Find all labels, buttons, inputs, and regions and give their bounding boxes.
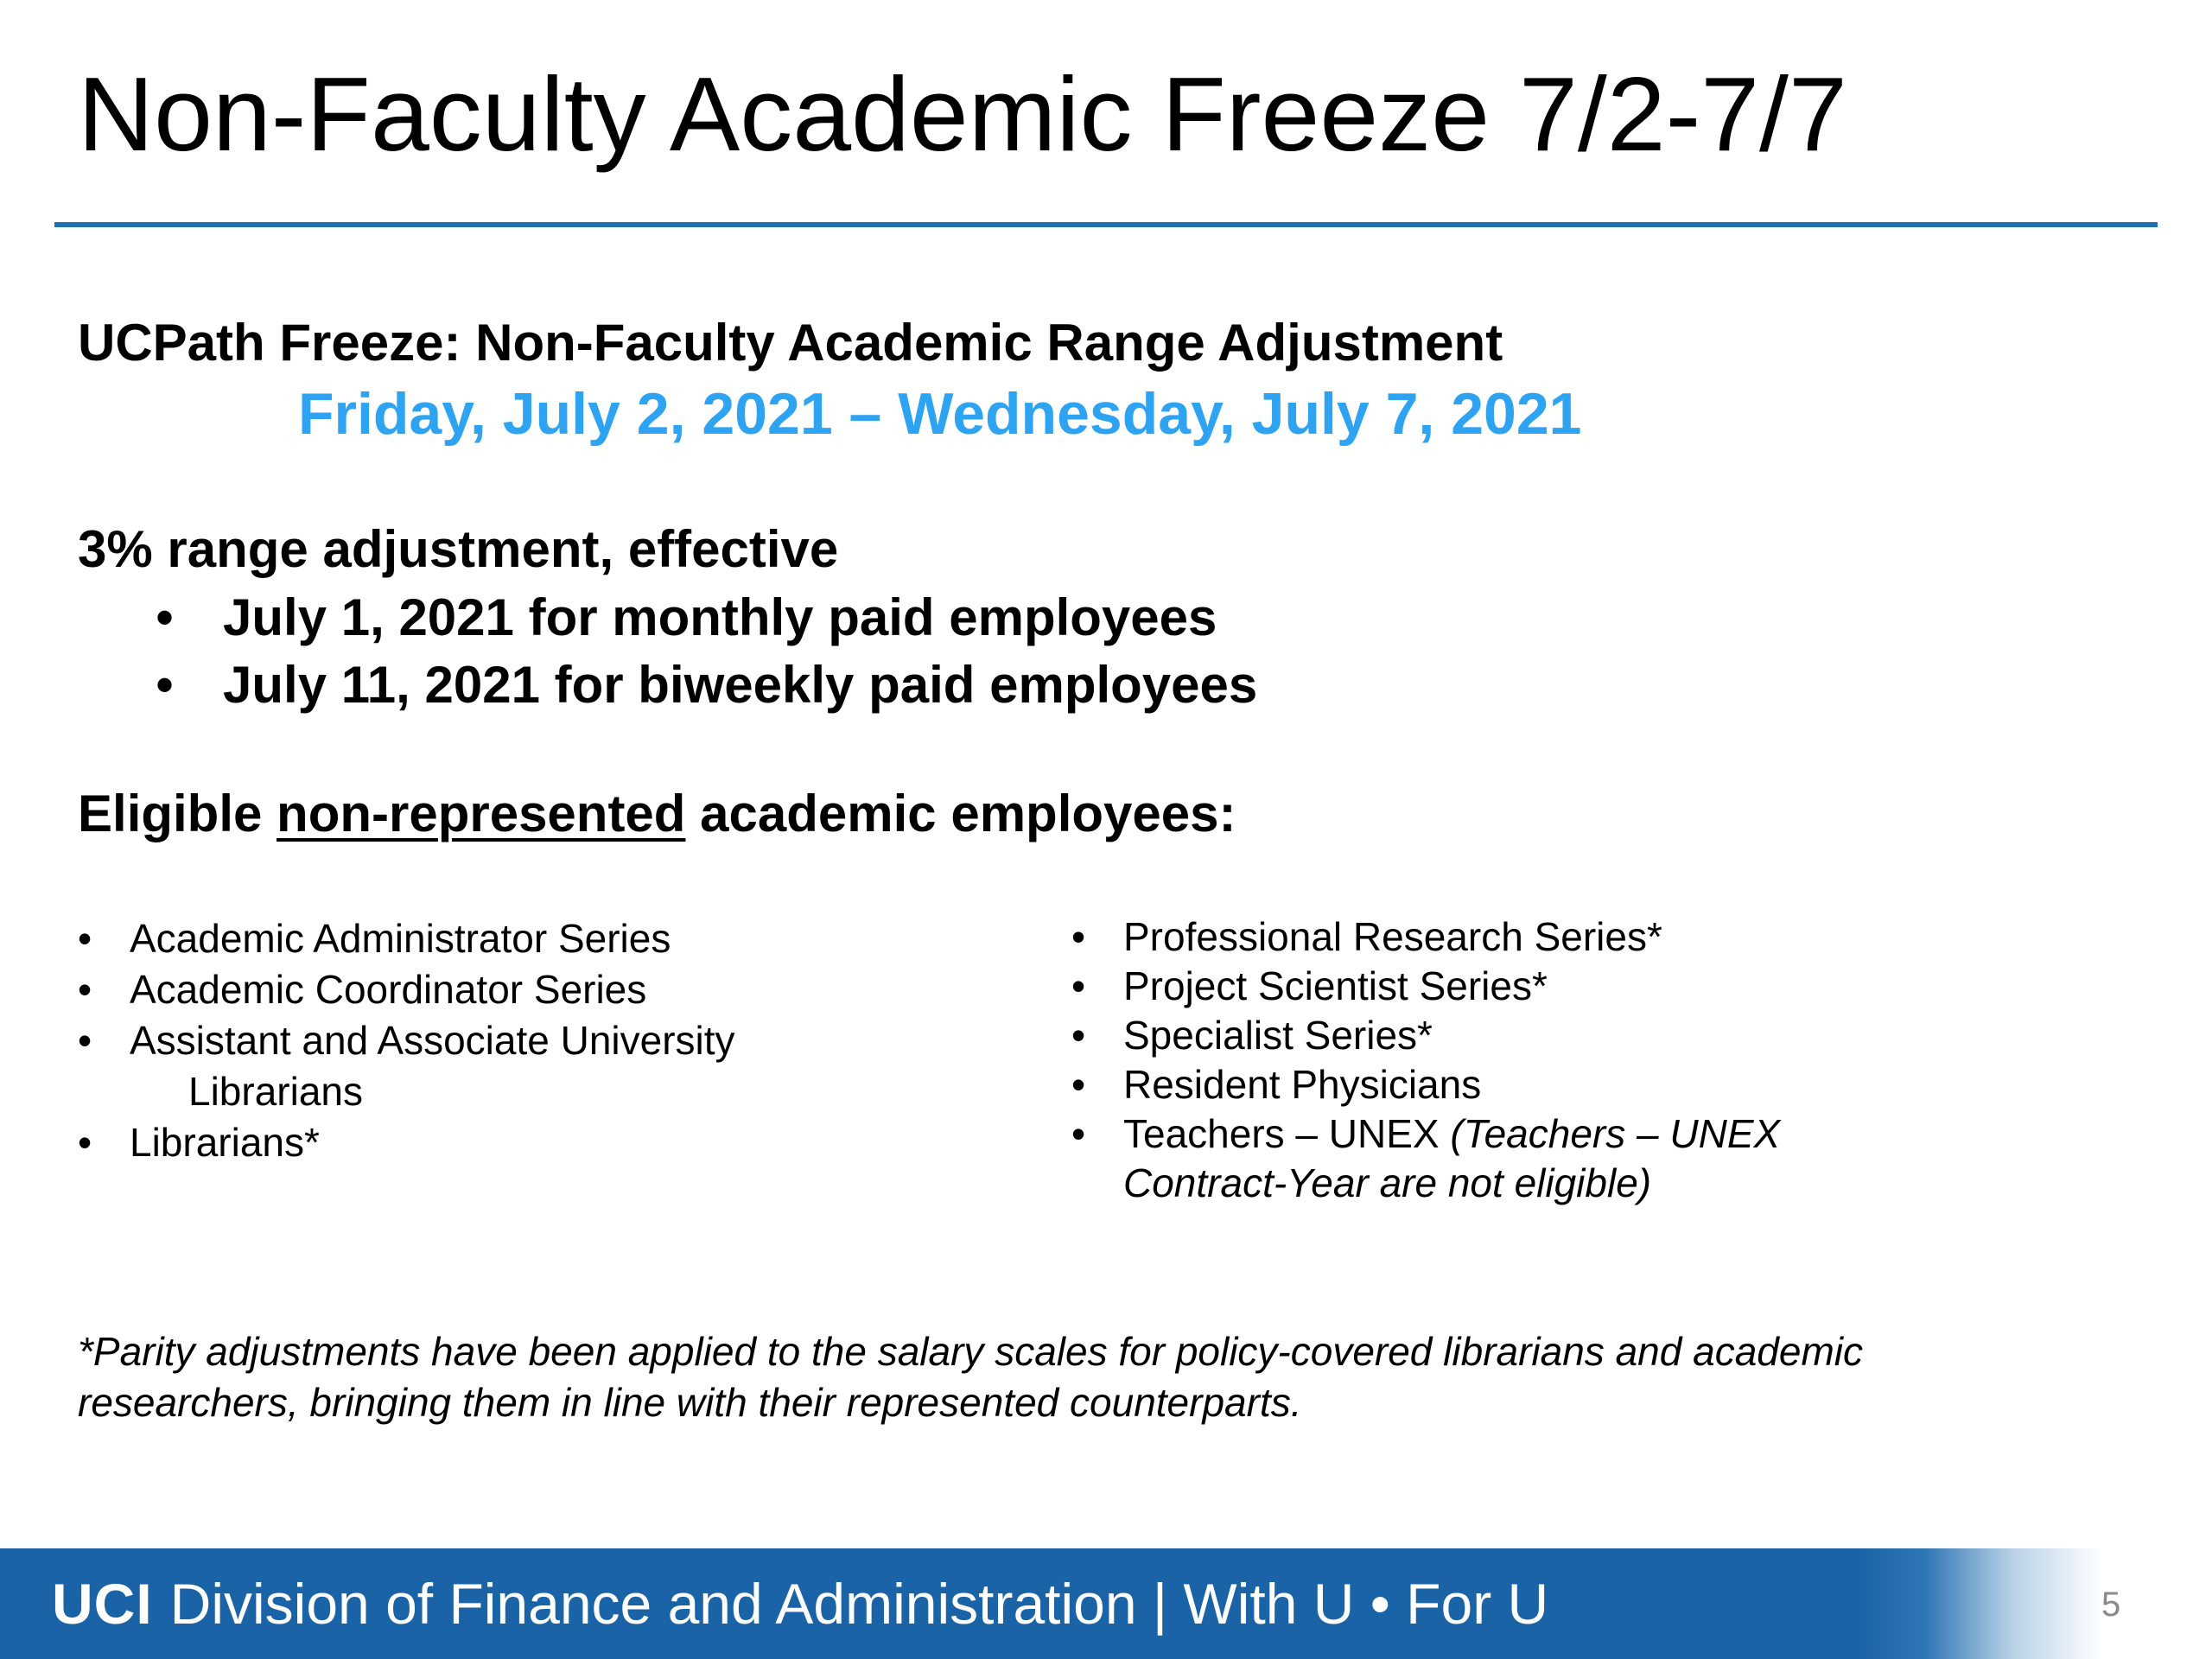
page-number: 5: [2101, 1586, 2121, 1624]
eligible-series-right-list: [1071, 912, 1780, 1208]
list-item: [78, 913, 735, 964]
series-professional-research: Professional Research Series*: [1123, 914, 1662, 959]
bullet-icon: •: [1071, 963, 1086, 1008]
bullet-icon: •: [1071, 1062, 1086, 1107]
eligible-heading-underlined: non-represented: [276, 785, 686, 842]
bullet-icon: •: [1071, 914, 1086, 959]
series-assistant-associate-librarians: Assistant and Associate University: [130, 1018, 735, 1063]
uci-logo-text: UCI: [52, 1572, 153, 1636]
series-assistant-associate-librarians-cont: Librarians: [188, 1069, 363, 1114]
list-item: [1071, 1109, 1780, 1208]
list-item: [1071, 962, 1780, 1011]
footer-brand: [52, 1571, 1548, 1637]
freeze-date-range: Friday, July 2, 2021 – Wednesday, July 7, 2021: [298, 381, 1582, 447]
list-item: [156, 584, 1257, 652]
list-item: [78, 964, 735, 1015]
list-item: [78, 1015, 735, 1117]
bullet-icon: •: [78, 1018, 92, 1063]
title-divider: [54, 222, 2158, 227]
range-adjustment-heading: 3% range adjustment, effective: [78, 520, 839, 578]
series-academic-coordinator: Academic Coordinator Series: [130, 967, 647, 1012]
eligible-series-left-list: [78, 913, 735, 1168]
list-item: [1071, 1060, 1780, 1109]
list-item: [1071, 912, 1780, 962]
eligible-heading-suffix: academic employees:: [700, 785, 1236, 842]
teachers-unex-note: (Teachers – UNEX: [1450, 1111, 1781, 1156]
series-academic-administrator: Academic Administrator Series: [130, 916, 671, 961]
freeze-subtitle: UCPath Freeze: Non-Faculty Academic Range Adjustment: [78, 314, 1503, 372]
list-item: [78, 1117, 735, 1168]
series-resident-physicians: Resident Physicians: [1123, 1062, 1482, 1107]
bullet-icon: •: [156, 588, 175, 646]
list-item: [1071, 1011, 1780, 1060]
bullet-icon: •: [78, 916, 92, 961]
teachers-unex-note-cont: Contract-Year are not eligible): [1123, 1160, 1652, 1205]
bullet-icon: •: [156, 656, 175, 714]
bullet-icon: •: [78, 1120, 92, 1165]
effective-dates-list: [156, 584, 1257, 719]
series-project-scientist: Project Scientist Series*: [1123, 963, 1548, 1008]
bullet-icon: •: [1071, 1013, 1086, 1058]
bullet-icon: •: [1071, 1111, 1086, 1156]
bullet-icon: •: [78, 967, 92, 1012]
eligible-heading-prefix: Eligible: [78, 785, 263, 842]
eligible-employees-heading: [78, 783, 1236, 845]
footer-bar: [0, 1548, 2212, 1659]
series-teachers-unex: Teachers – UNEX: [1123, 1111, 1440, 1156]
series-specialist: Specialist Series*: [1123, 1013, 1433, 1058]
parity-footnote: *Parity adjustments have been applied to the salary scales for policy-covered librarians and academic researchers, bringing them in line with their represented counterparts.: [78, 1329, 1863, 1425]
effective-date-biweekly: July 11, 2021 for biweekly paid employees: [223, 656, 1258, 714]
list-item: [156, 652, 1257, 719]
effective-date-monthly: July 1, 2021 for monthly paid employees: [223, 588, 1217, 646]
footer-brand-text: Division of Finance and Administration | With U • For U: [169, 1572, 1549, 1636]
slide-title: Non-Faculty Academic Freeze 7/2-7/7: [78, 55, 1847, 173]
series-librarians: Librarians*: [130, 1120, 320, 1165]
